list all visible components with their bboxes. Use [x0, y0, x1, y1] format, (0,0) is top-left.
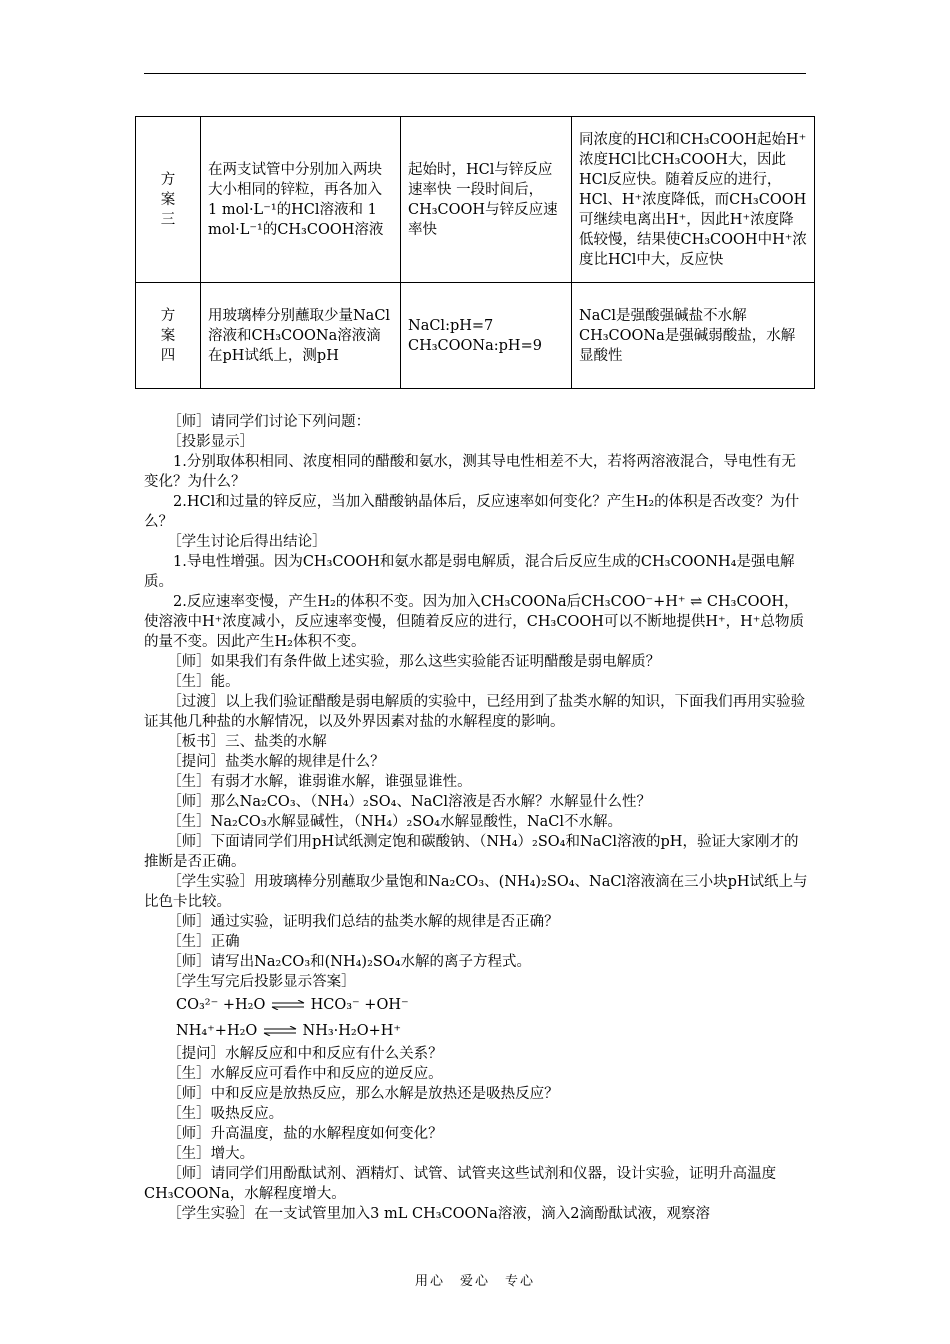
row-label: 方案三 — [136, 117, 201, 283]
paragraph: ［师］请同学们讨论下列问题： — [167, 414, 371, 430]
paragraph: ［师］那么Na₂CO₃、（NH₄）₂SO₄、NaCl溶液是否水解？水解显什么性？ — [167, 794, 652, 810]
paragraph: ［提问］盐类水解的规律是什么？ — [167, 754, 385, 770]
paragraph: ［师］中和反应是放热反应，那么水解是放热还是吸热反应？ — [167, 1086, 559, 1102]
reversible-arrow-icon — [262, 1026, 298, 1036]
paragraph: ［生］吸热反应。 — [167, 1106, 284, 1122]
paragraph: 2.反应速率变慢，产生H₂的体积不变。因为加入CH₃COONa后CH₃COO⁻+H⁺ ⇌ CH₃COOH，使溶液中H⁺浓度减小，反应速率变慢，但随着反应的进行，CH₃COOH可以不断地提供H⁺，H⁺总物质的量不变。因此产生H₂体积不变。 — [144, 594, 804, 650]
paragraph: ［师］通过实验，证明我们总结的盐类水解的规律是否正确？ — [167, 914, 559, 930]
paragraph: ［师］升高温度，盐的水解程度如何变化？ — [167, 1126, 443, 1142]
page-footer: 用心 爱心 专心 — [414, 1274, 535, 1289]
paragraph: ［学生实验］用玻璃棒分别蘸取少量饱和Na₂CO₃、(NH₄)₂SO₄、NaCl溶液滴在三小块pH试纸上与比色卡比较。 — [144, 874, 808, 910]
equation — [144, 1018, 808, 1044]
equation — [144, 992, 808, 1018]
paragraph: ［生］正确 — [167, 934, 240, 950]
paragraph: ［生］能。 — [167, 674, 240, 690]
equation-right: HCO₃⁻ +OH⁻ — [310, 997, 409, 1013]
paragraph: ［学生讨论后得出结论］ — [167, 534, 327, 550]
equation-left: CO₃²⁻ +H₂O — [176, 997, 266, 1013]
paragraph: ［投影显示］ — [167, 434, 255, 450]
equation-left: NH₄⁺+H₂O — [176, 1023, 258, 1039]
phenomenon-cell: 起始时，HCl与锌反应速率快 一段时间后，CH₃COOH与锌反应速率快 — [401, 117, 572, 283]
conclusion-cell: 同浓度的HCl和CH₃COOH起始H⁺浓度HCl比CH₃COOH大，因此HCl反应快。随着反应的进行，HCl、H⁺浓度降低，而CH₃COOH可继续电离出H⁺，因此H⁺浓度降低较慢，结果使CH₃COOH中H⁺浓度比HCl中大，反应快 — [572, 117, 815, 283]
paragraph: ［学生写完后投影显示答案］ — [167, 974, 356, 990]
method-cell: 用玻璃棒分别蘸取少量NaCl溶液和CH₃COONa溶液滴在pH试纸上，测pH — [201, 283, 401, 389]
conclusion-cell: NaCl是强酸强碱盐不水解 CH₃COONa是强碱弱酸盐，水解显酸性 — [572, 283, 815, 389]
paragraph: 1.分别取体积相同、浓度相同的醋酸和氨水，测其导电性相差不大，若将两溶液混合，导电性有无变化？为什么？ — [144, 454, 796, 490]
paragraph: ［师］下面请同学们用pH试纸测定饱和碳酸钠、（NH₄）₂SO₄和NaCl溶液的pH，验证大家刚才的推断是否正确。 — [144, 834, 799, 870]
method-cell: 在两支试管中分别加入两块大小相同的锌粒，再各加入 1 mol·L⁻¹的HCl溶液和 1 mol·L⁻¹的CH₃COOH溶液 — [201, 117, 401, 283]
paragraph: ［生］水解反应可看作中和反应的逆反应。 — [167, 1066, 443, 1082]
table-row — [136, 283, 815, 389]
paragraph: ［学生实验］在一支试管里加入3 mL CH₃COONa溶液，滴入2滴酚酞试液，观察溶 — [167, 1206, 710, 1222]
paragraph: ［生］增大。 — [167, 1146, 255, 1162]
paragraph: ［师］请同学们用酚酞试剂、酒精灯、试管、试管夹这些试剂和仪器，设计实验，证明升高温度CH₃COONa，水解程度增大。 — [144, 1166, 777, 1202]
paragraph: ［提问］水解反应和中和反应有什么关系？ — [167, 1046, 443, 1062]
paragraph: 1.导电性增强。因为CH₃COOH和氨水都是弱电解质，混合后反应生成的CH₃COONH₄是强电解质。 — [144, 554, 795, 590]
phenomenon-cell: NaCl:pH=7 CH₃COONa:pH=9 — [401, 283, 572, 389]
paragraph: ［板书］三、盐类的水解 — [167, 734, 327, 750]
paragraph: ［生］有弱才水解，谁弱谁水解，谁强显谁性。 — [167, 774, 472, 790]
header-rule — [144, 73, 806, 74]
paragraph: ［师］请写出Na₂CO₃和(NH₄)₂SO₄水解的离子方程式。 — [167, 954, 532, 970]
row-label: 方案四 — [136, 283, 201, 389]
experiment-table — [135, 116, 815, 389]
reversible-arrow-icon — [270, 1000, 306, 1010]
paragraph: 2.HCl和过量的锌反应，当加入醋酸钠晶体后，反应速率如何变化？产生H₂的体积是否改变？为什么？ — [144, 494, 800, 530]
paragraph: ［师］如果我们有条件做上述实验，那么这些实验能否证明醋酸是弱电解质？ — [167, 654, 661, 670]
paragraph: ［过渡］以上我们验证醋酸是弱电解质的实验中，已经用到了盐类水解的知识，下面我们再用实验验证其他几种盐的水解情况，以及外界因素对盐的水解程度的影响。 — [144, 694, 806, 730]
paragraph: ［生］Na₂CO₃水解显碱性，（NH₄）₂SO₄水解显酸性，NaCl不水解。 — [167, 814, 623, 830]
equation-right: NH₃·H₂O+H⁺ — [302, 1023, 402, 1039]
lesson-body — [144, 412, 808, 1224]
table-row — [136, 117, 815, 283]
